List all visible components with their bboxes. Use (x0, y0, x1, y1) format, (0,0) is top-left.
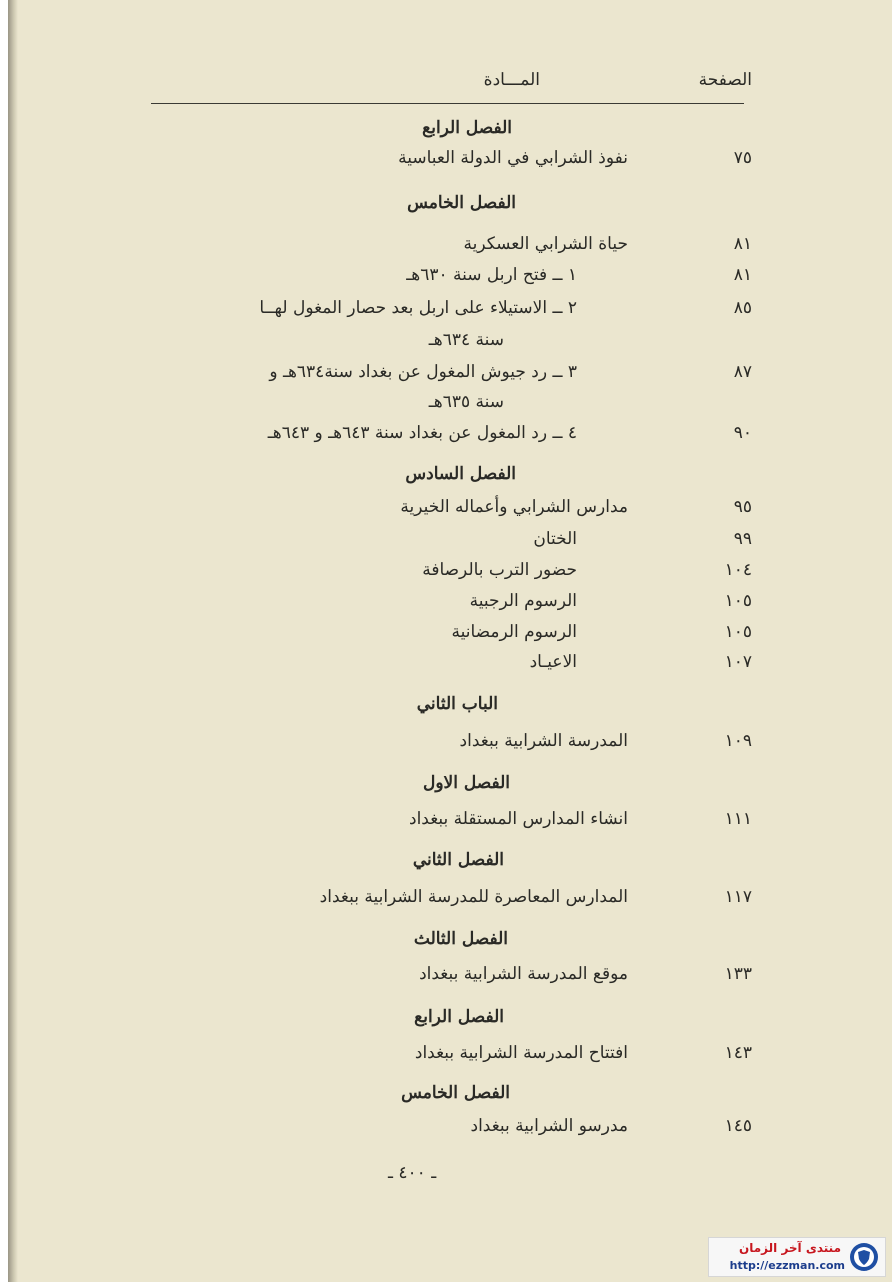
toc-page-number: ٨٧ (733, 362, 752, 382)
toc-heading: الفصل الثالث (413, 929, 508, 949)
toc-page-number: ١٣٣ (724, 964, 752, 984)
toc-page-number: ١٠٥ (724, 591, 752, 611)
toc-page-number: ١٠٥ (724, 622, 752, 642)
toc-entry: حضور الترب بالرصافة (422, 560, 577, 580)
column-header-subject: المـــادة (483, 70, 540, 90)
toc-page-number: ١٤٣ (724, 1043, 752, 1063)
toc-entry: افتتاح المدرسة الشرابية ببغداد (414, 1043, 628, 1063)
toc-heading: الفصل الرابع (422, 118, 512, 138)
toc-entry-continuation: سنة ٦٣٥هـ (428, 392, 504, 412)
page-binding-edge (8, 0, 18, 1282)
toc-entry: مدرسو الشرابية ببغداد (470, 1116, 628, 1136)
toc-entry: المدرسة الشرابية ببغداد (459, 731, 628, 751)
toc-page-number: ١٠٤ (724, 560, 752, 580)
toc-heading: الفصل الرابع (414, 1007, 504, 1027)
toc-page-number: ١١٧ (724, 887, 752, 907)
toc-entry: الرسوم الرجبية (469, 591, 577, 611)
watermark-url: http://ezzman.com (729, 1259, 845, 1272)
toc-entry: حياة الشرابي العسكرية (463, 234, 628, 254)
toc-entry: الختان (533, 529, 577, 549)
toc-entry: موقع المدرسة الشرابية ببغداد (419, 964, 628, 984)
toc-entry: ١ ــ فتح اربل سنة ٦٣٠هـ (406, 265, 577, 285)
toc-page-number: ٨٥ (733, 298, 752, 318)
toc-page-number: ١٠٩ (724, 731, 752, 751)
shield-logo-icon (849, 1242, 879, 1272)
toc-page-number: ٩٠ (733, 423, 752, 443)
toc-page-number: ١٤٥ (724, 1116, 752, 1136)
watermark-title: منتدى آخر الزمان (739, 1241, 841, 1255)
toc-heading: الفصل الخامس (401, 1083, 510, 1103)
toc-entry: ٢ ــ الاستيلاء على اربل بعد حصار المغول لهــا (259, 298, 577, 318)
toc-heading: الفصل الاول (422, 773, 510, 793)
header-rule (151, 103, 744, 104)
toc-page-number: ٩٩ (733, 529, 752, 549)
toc-entry: المدارس المعاصرة للمدرسة الشرابية ببغداد (319, 887, 628, 907)
toc-page-number: ٨١ (733, 265, 752, 285)
column-header-page: الصفحة (698, 70, 752, 90)
toc-page-number: ١١١ (724, 809, 752, 829)
toc-entry: نفوذ الشرابي في الدولة العباسية (398, 148, 628, 168)
toc-heading: الفصل السادس (405, 464, 516, 484)
toc-entry: مدارس الشرابي وأعماله الخيرية (400, 497, 628, 517)
forum-watermark (708, 1237, 886, 1277)
document-page (8, 0, 892, 1282)
toc-page-number: ٩٥ (733, 497, 752, 517)
toc-entry: الاعيـاد (529, 652, 577, 672)
toc-heading: الفصل الخامس (407, 193, 516, 213)
toc-entry: انشاء المدارس المستقلة ببغداد (409, 809, 628, 829)
toc-entry: ٣ ــ رد جيوش المغول عن بغداد سنة٦٣٤هـ و (269, 362, 577, 382)
toc-entry-continuation: سنة ٦٣٤هـ (428, 330, 504, 350)
toc-entry: الرسوم الرمضانية (451, 622, 577, 642)
toc-page-number: ١٠٧ (724, 652, 752, 672)
toc-page-number: ٧٥ (733, 148, 752, 168)
toc-page-number: ٨١ (733, 234, 752, 254)
toc-heading: الباب الثاني (416, 694, 498, 714)
toc-entry: ٤ ــ رد المغول عن بغداد سنة ٦٤٣هـ و ٦٤٣هـ (267, 423, 577, 443)
toc-heading: الفصل الثاني (412, 850, 504, 870)
page-number-footer: ـ ٤٠٠ ـ (388, 1163, 437, 1183)
